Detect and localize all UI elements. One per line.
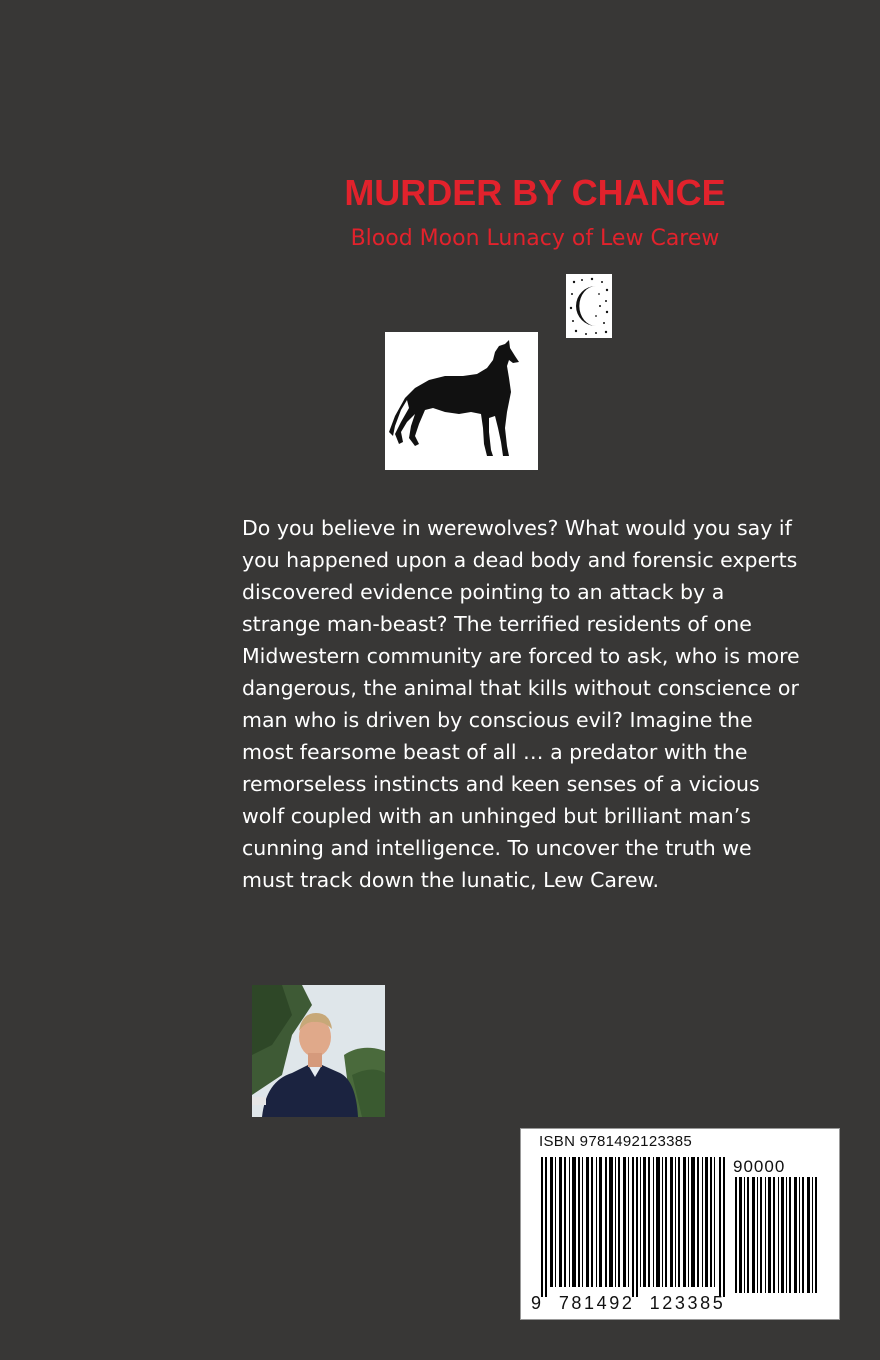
author-photo <box>252 985 385 1117</box>
book-subtitle: Blood Moon Lunacy of Lew Carew <box>350 226 720 251</box>
isbn-label: ISBN 9781492123385 <box>539 1133 693 1150</box>
barcode-addon-number: 90000 <box>733 1157 786 1176</box>
book-title: MURDER BY CHANCE <box>344 172 726 213</box>
book-description: Do you believe in werewolves? What would you say if you happened upon a dead body and forensic experts discovered evidence pointing to an attack by a strange man-beast? The terrified residents of one Midwestern community are forced to ask, who is more dangerous, the animal that kills without conscience or man who is driven by conscious evil? Imagine the most fearsome beast of all … a predator with the remorseless instincts and keen senses of a vicious wolf coupled with an unhinged but brilliant man’s cunning and intelligence. To uncover the truth we must track down the lunatic, Lew Carew. <box>242 516 800 892</box>
barcode-addon-bars <box>735 1177 821 1293</box>
isbn-barcode <box>520 1128 840 1320</box>
howling-wolf-icon <box>385 332 538 470</box>
crescent-moon-stars-icon <box>566 274 612 338</box>
barcode-digits: 9 781492 123385 <box>531 1293 726 1313</box>
barcode-main-bars <box>541 1157 727 1297</box>
